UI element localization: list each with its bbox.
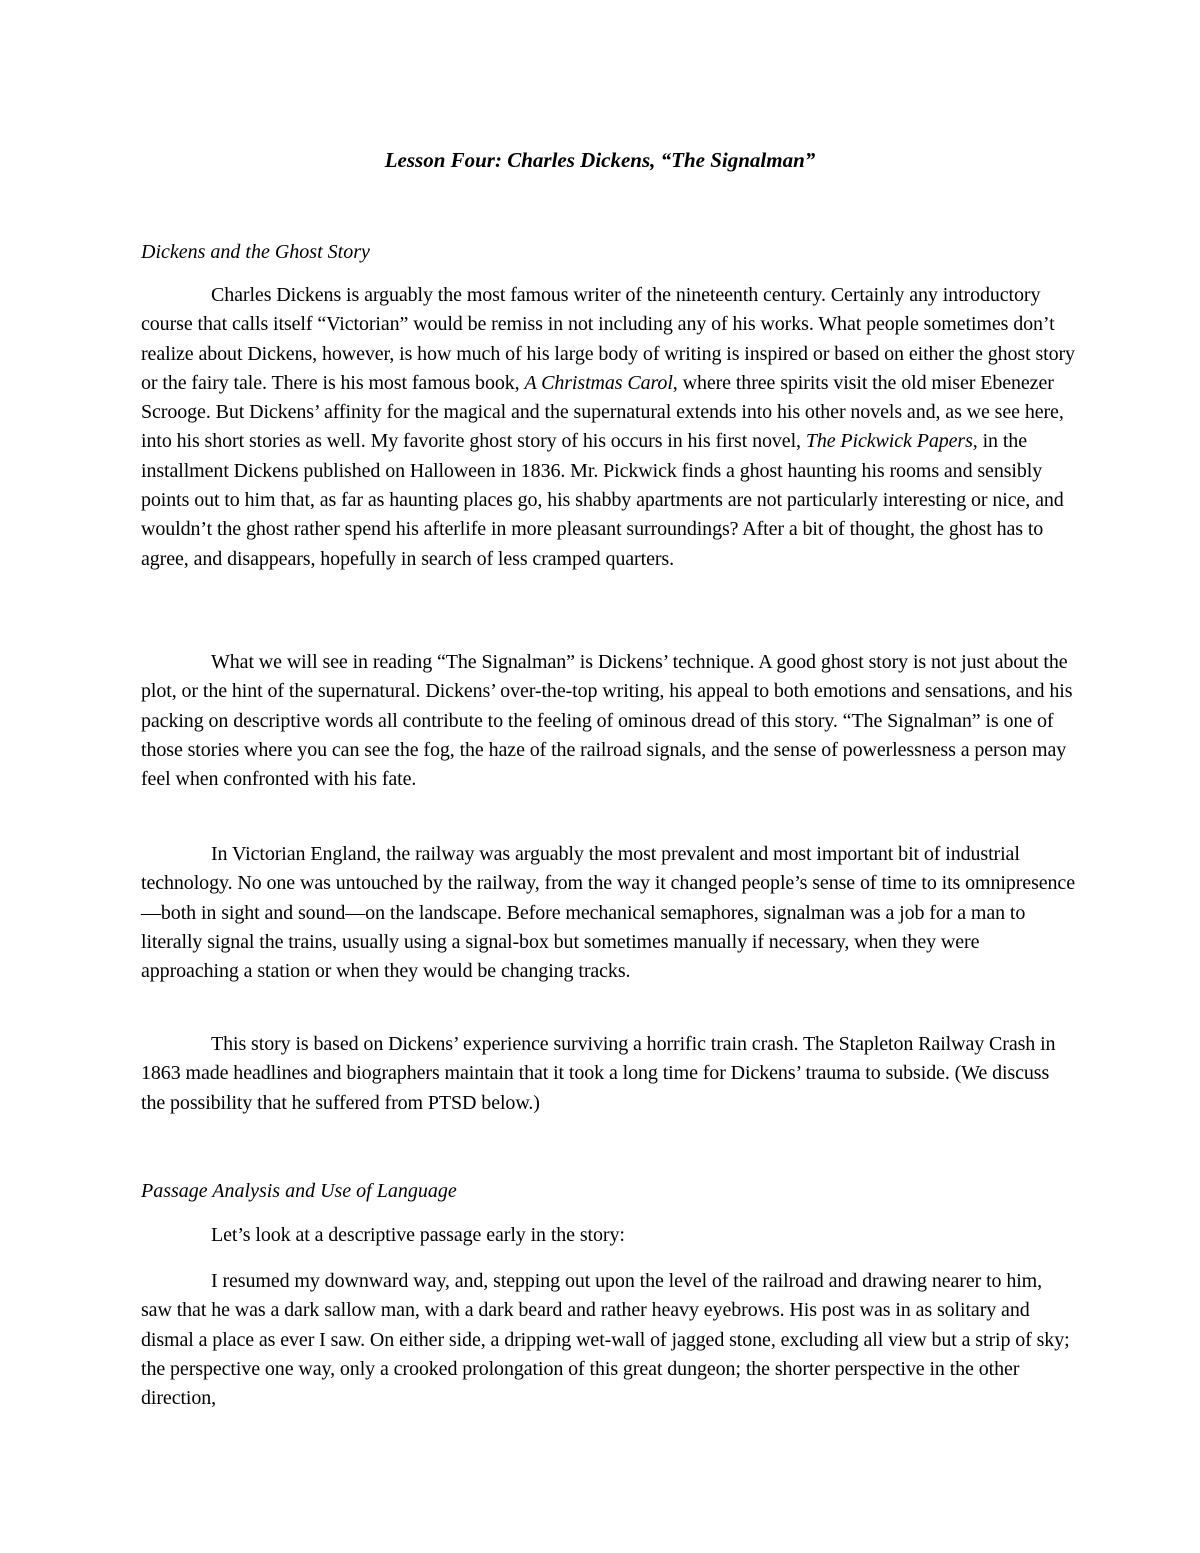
book-title-pickwick-papers: The Pickwick Papers: [805, 430, 973, 453]
paragraph-train-crash: This story is based on Dickens’ experience surviving a horrific train crash. The Stapleton Railway Crash in 1863 made headlines and biographers maintain that it took a long time for Dickens’ trauma to subside. (We discuss the possibility that he suffered from PTSD below.): [141, 1033, 1056, 1114]
book-title-christmas-carol: A Christmas Carol: [524, 371, 673, 394]
paragraph-intro: [141, 281, 1076, 574]
paragraph-quoted-passage: I resumed my downward way, and, stepping out upon the level of the railroad and drawing nearer to him, saw that he was a dark sallow man, with a dark beard and rather heavy eyebrows. His post was in as solitary and dismal a place as ever I saw. On either side, a dripping wet-wall of jagged stone, excluding all view but a strip of sky; the perspective one way, only a crooked prolongation of this great dungeon; the shorter perspective in the other direction,: [141, 1270, 1070, 1410]
paragraph-passage-intro: Let’s look at a descriptive passage early in the story:: [211, 1224, 625, 1246]
paragraph-railway: In Victorian England, the railway was arguably the most prevalent and most important bit of industrial technology. No one was untouched by the railway, from the way it changed people’s sense of time to its omnipresence—both in sight and sound—on the landscape. Before mechanical semaphores, signalman was a job for a man to literally signal the trains, usually using a signal-box but sometimes manually if necessary, when they were approaching a station or when they would be changing tracks.: [141, 843, 1075, 983]
paragraph-text: , in the installment Dickens published on Halloween in 1836. Mr. Pickwick finds a ghost haunting his rooms and sensibly points out to him that, as far as haunting places go, his shabby apartments are not particularly interesting or nice, and wouldn’t the ghost rather spend his afterlife in more pleasant surroundings? After a bit of thought, the ghost has to agree, and disappears, hopefully in search of less cramped quarters.: [141, 430, 1064, 570]
section-heading-dickens-ghost-story: Dickens and the Ghost Story: [141, 241, 370, 263]
section-heading-passage-analysis: Passage Analysis and Use of Language: [141, 1180, 457, 1202]
page-title: Lesson Four: Charles Dickens, “The Signalman”: [384, 148, 816, 172]
paragraph-text: , where three spirits visit the old miser Ebenezer Scrooge. But Dickens’ affinity for the magical and the supernatural extends into his other novels and, as we see here, into his short stories as well. My favorite ghost story of his occurs in his first novel,: [141, 371, 1064, 453]
paragraph-technique: What we will see in reading “The Signalman” is Dickens’ technique. A good ghost story is not just about the plot, or the hint of the supernatural. Dickens’ over-the-top writing, his appeal to both emotions and sensations, and his packing on descriptive words all contribute to the feeling of ominous dread of this story. “The Signalman” is one of those stories where you can see the fog, the haze of the railroad signals, and the sense of powerlessness a person may feel when confronted with his fate.: [141, 651, 1073, 791]
paragraph-text: Charles Dickens is arguably the most famous writer of the nineteenth century. Certainly any introductory course that calls itself “Victorian” would be remiss in not including any of his works. What people sometimes don’t realize about Dickens, however, is how much of his large body of writing is inspired or based on either the ghost story or the fairy tale. There is his most famous book,: [141, 284, 1075, 394]
